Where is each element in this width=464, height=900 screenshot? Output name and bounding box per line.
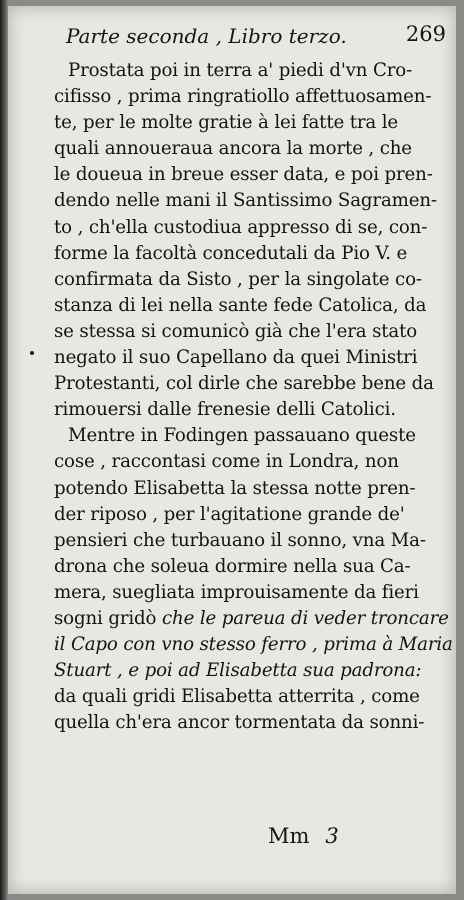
text-line-italic: Stuart ,	[54, 660, 123, 682]
text-line-roman: se stessa si comunicò già che l'era stato	[54, 320, 418, 342]
page-gutter-shadow	[0, 0, 8, 900]
text-line	[54, 502, 454, 528]
text-line	[54, 58, 454, 84]
text-line-roman: negato il suo Capellano da quei Ministri	[54, 347, 418, 369]
text-line-roman: potendo Elisabetta la stessa notte pren-	[54, 477, 416, 499]
text-line	[54, 580, 454, 606]
text-line-roman: cifisso , prima ringratiollo affettuosamen-	[54, 86, 432, 108]
text-line	[54, 188, 454, 214]
text-line-roman: Prostata poi in terra a' piedi d'vn Cro-	[68, 60, 413, 81]
text-line	[54, 345, 454, 371]
text-line-roman: forme la facoltà concedutali da Pio V. e	[54, 242, 408, 264]
text-line-roman: pensieri che turbauano il sonno, vna Ma-	[54, 529, 426, 551]
text-line-roman: sogni gridò	[54, 607, 157, 629]
text-line	[54, 554, 454, 580]
text-line	[54, 423, 454, 449]
text-line-roman: to , ch'ella custodiua appresso di se, con-	[54, 216, 428, 238]
text-line-roman: dendo nelle mani il Santissimo Sagramen-	[54, 190, 437, 212]
text-line	[54, 110, 454, 136]
text-line-roman: quella ch'era ancor tormentata da sonni-	[54, 712, 425, 734]
text-line	[54, 632, 454, 658]
text-line-roman: mera, suegliata improuisamente da fieri	[54, 581, 419, 603]
text-line	[54, 397, 454, 423]
running-header	[66, 20, 446, 52]
text-line	[54, 684, 454, 710]
signature-number: 3	[325, 824, 339, 848]
margin-mark	[30, 351, 34, 355]
text-line	[54, 606, 454, 632]
text-line-italic: il Capo con vno stesso ferro , prima à Maria	[54, 634, 453, 656]
page-number: 269	[405, 22, 446, 46]
text-line-tail: e poi ad Elisabetta sua padrona:	[122, 660, 422, 682]
text-line-roman: confirmata da Sisto , per la singolate co-	[54, 268, 422, 290]
text-line	[54, 449, 454, 475]
text-line-roman: drona che soleua dormire nella sua Ca-	[54, 555, 411, 577]
text-line	[54, 215, 454, 241]
text-line	[54, 476, 454, 502]
text-line-roman: der riposo , per l'agitatione grande de'	[54, 503, 405, 525]
book-page	[8, 6, 456, 894]
text-line-roman: quali annoueraua ancora la morte , che	[54, 138, 412, 160]
text-line-roman: rimouersi dalle frenesie delli Catolici.	[54, 399, 396, 421]
text-line	[54, 528, 454, 554]
text-line	[54, 710, 454, 736]
text-line	[54, 293, 454, 319]
body-text	[54, 58, 454, 736]
text-line-roman: Mentre in Fodingen passauano queste	[68, 425, 416, 447]
text-line	[54, 319, 454, 345]
text-line	[54, 241, 454, 267]
text-line	[54, 267, 454, 293]
text-line-roman: Protestanti, col dirle che sarebbe bene da	[54, 373, 434, 395]
text-line-roman: stanza di lei nella sante fede Catolica, da	[54, 294, 427, 316]
text-line	[54, 658, 454, 684]
signature-letters: Mm	[268, 824, 310, 848]
text-line-italic: che le pareua di veder troncare	[156, 607, 449, 629]
text-line	[54, 371, 454, 397]
text-line-roman: cose , raccontasi come in Londra, non	[54, 451, 399, 473]
text-line-roman: te, per le molte gratie à lei fatte tra le	[54, 112, 399, 134]
running-title: Parte seconda , Libro terzo.	[66, 24, 347, 48]
signature-mark	[268, 824, 339, 848]
text-line-roman: da quali gridi Elisabetta atterrita , come	[54, 686, 420, 708]
text-line-roman: le doueua in breue esser data, e poi pren-	[54, 164, 433, 186]
text-line	[54, 84, 454, 110]
text-line	[54, 136, 454, 162]
text-line	[54, 162, 454, 188]
